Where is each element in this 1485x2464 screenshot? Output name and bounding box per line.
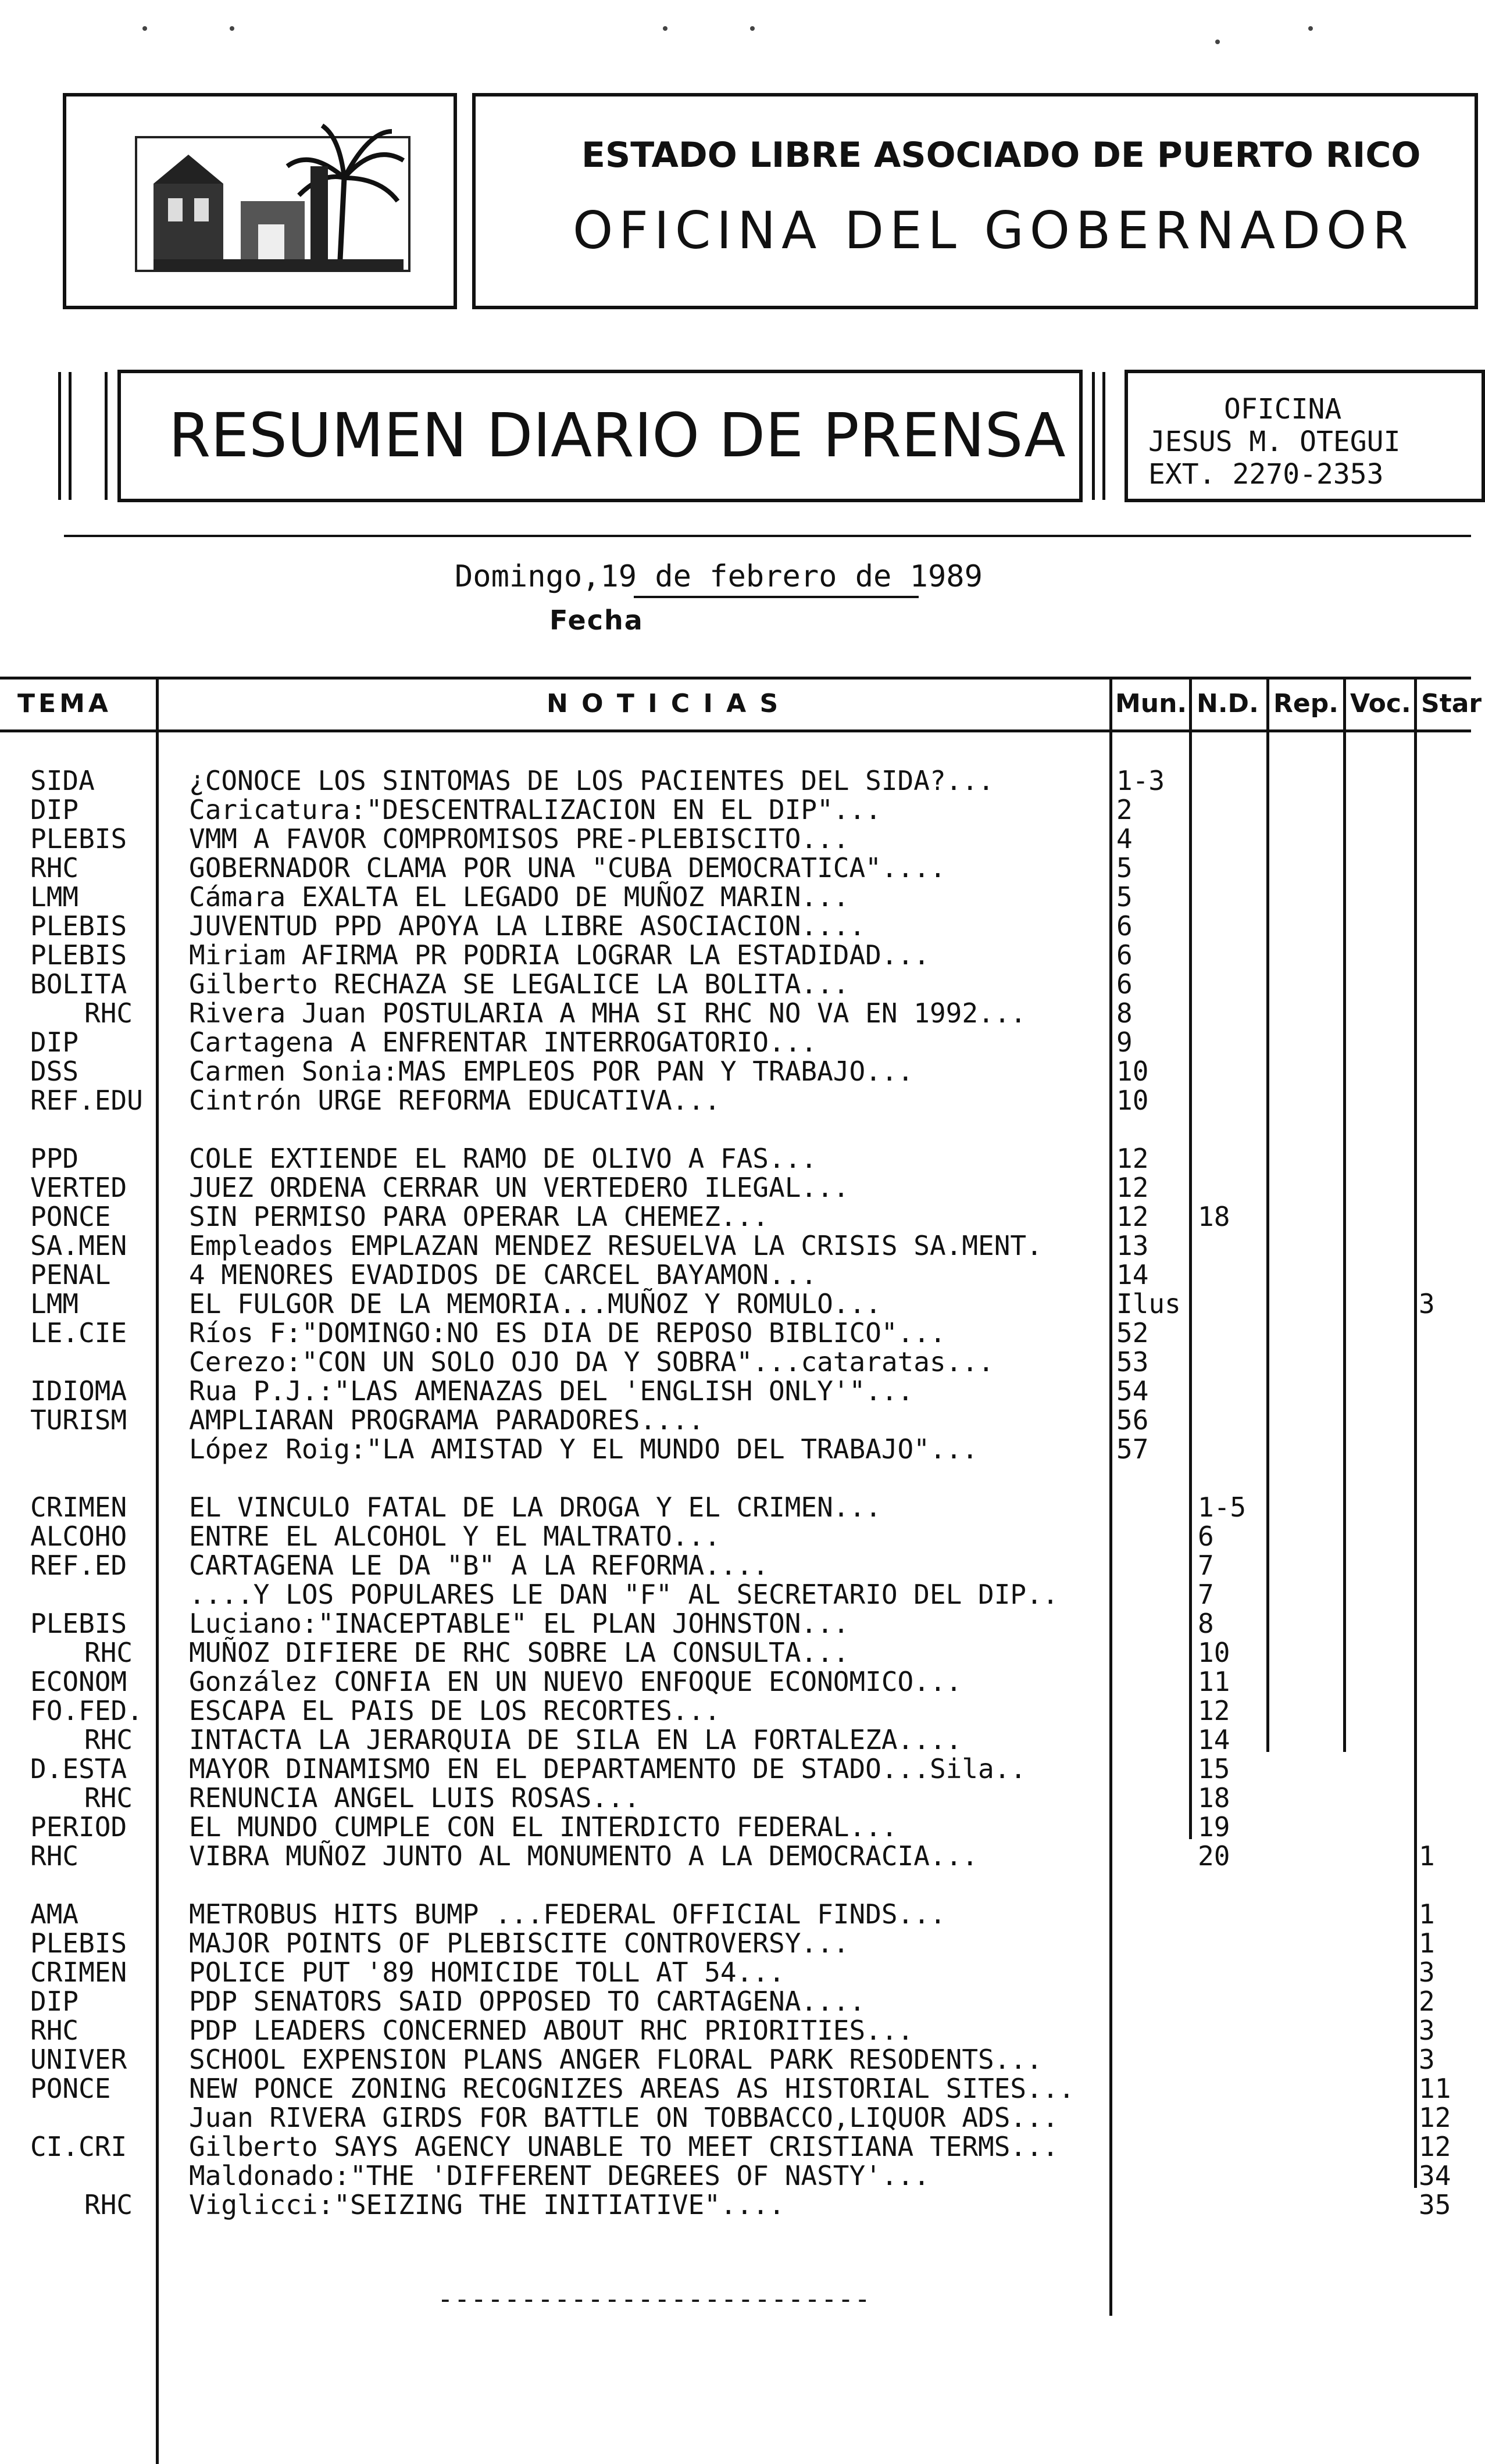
column-star: Star xyxy=(1421,689,1482,718)
table-row xyxy=(0,1289,1471,1318)
row-topic: RHC xyxy=(84,1782,133,1814)
row-topic: TURISM xyxy=(30,1404,127,1436)
row-headline: AMPLIARAN PROGRAMA PARADORES.... xyxy=(189,1404,705,1436)
table-row xyxy=(0,999,1471,1028)
table-row xyxy=(0,1522,1471,1551)
row-headline: Cámara EXALTA EL LEGADO DE MUÑOZ MARIN... xyxy=(189,881,849,913)
table-row xyxy=(0,1202,1471,1231)
row-headline: Rua P.J.:"LAS AMENAZAS DEL 'ENGLISH ONLY'"... xyxy=(189,1375,914,1407)
row-headline: RENUNCIA ANGEL LUIS ROSAS... xyxy=(189,1782,640,1814)
table-row xyxy=(0,1725,1471,1754)
row-headline: SCHOOL EXPENSION PLANS ANGER FLORAL PARK RESODENTS... xyxy=(189,2044,1043,2075)
row-topic: REF.ED xyxy=(30,1550,127,1581)
table-row xyxy=(0,1144,1471,1173)
row-headline: METROBUS HITS BUMP ...FEDERAL OFFICIAL FINDS... xyxy=(189,1898,946,1930)
row-headline: JUVENTUD PPD APOYA LA LIBRE ASOCIACION.... xyxy=(189,910,866,942)
table-row xyxy=(0,1347,1471,1376)
row-headline: ....Y LOS POPULARES LE DAN "F" AL SECRETARIO DEL DIP.. xyxy=(189,1579,1059,1610)
row-headline: EL FULGOR DE LA MEMORIA...MUÑOZ Y ROMULO... xyxy=(189,1288,881,1319)
office-label: OFICINA xyxy=(1224,393,1342,425)
row-topic: PENAL xyxy=(30,1259,111,1290)
row-topic: RHC xyxy=(30,2015,79,2046)
row-headline: EL MUNDO CUMPLE CON EL INTERDICTO FEDERAL... xyxy=(189,1811,898,1843)
row-mun-page: 12 xyxy=(1116,1172,1149,1203)
table-row xyxy=(0,2045,1471,2074)
row-nd-page: 15 xyxy=(1198,1753,1230,1784)
row-star-page: 1 xyxy=(1419,1840,1435,1872)
row-topic: RHC xyxy=(30,852,79,884)
table-row xyxy=(0,1580,1471,1609)
row-nd-page: 7 xyxy=(1198,1550,1214,1581)
row-star-page: 2 xyxy=(1419,1986,1435,2017)
column-mun: Mun. xyxy=(1115,689,1187,718)
row-star-page: 3 xyxy=(1419,2015,1435,2046)
table-row xyxy=(0,2074,1471,2103)
row-mun-page: 52 xyxy=(1116,1317,1149,1349)
row-headline: Cintrón URGE REFORMA EDUCATIVA... xyxy=(189,1085,720,1116)
row-mun-page: 12 xyxy=(1116,1201,1149,1232)
table-row xyxy=(0,1609,1471,1638)
table-row xyxy=(0,1028,1471,1057)
row-topic: CI.CRI xyxy=(30,2131,127,2162)
row-topic: DIP xyxy=(30,1986,79,2017)
row-headline: SIN PERMISO PARA OPERAR LA CHEMEZ... xyxy=(189,1201,769,1232)
table-row xyxy=(0,1057,1471,1086)
row-topic: VERTED xyxy=(30,1172,127,1203)
table-row xyxy=(0,911,1471,940)
row-nd-page: 12 xyxy=(1198,1695,1230,1726)
row-topic: SA.MEN xyxy=(30,1230,127,1261)
row-topic: PERIOD xyxy=(30,1811,127,1843)
table-row xyxy=(0,853,1471,882)
row-star-page: 1 xyxy=(1419,1927,1435,1959)
table-row xyxy=(0,2016,1471,2045)
row-topic: CRIMEN xyxy=(30,1957,127,1988)
row-topic: RHC xyxy=(30,1840,79,1872)
row-mun-page: 12 xyxy=(1116,1143,1149,1174)
row-topic: REF.EDU xyxy=(30,1085,143,1116)
row-mun-page: 14 xyxy=(1116,1259,1149,1290)
row-topic: PLEBIS xyxy=(30,939,127,971)
row-nd-page: 11 xyxy=(1198,1666,1230,1697)
row-headline: Viglicci:"SEIZING THE INITIATIVE".... xyxy=(189,2189,785,2220)
table-row xyxy=(0,1987,1471,2016)
row-nd-page: 19 xyxy=(1198,1811,1230,1843)
row-mun-page: 54 xyxy=(1116,1375,1149,1407)
table-row xyxy=(0,1783,1471,1812)
table-row xyxy=(0,2103,1471,2132)
table-row xyxy=(0,824,1471,853)
row-headline: POLICE PUT '89 HOMICIDE TOLL AT 54... xyxy=(189,1957,785,1988)
row-headline: ¿CONOCE LOS SINTOMAS DE LOS PACIENTES DEL SIDA?... xyxy=(189,765,994,796)
row-mun-page: 4 xyxy=(1116,823,1133,854)
table-row xyxy=(0,2161,1471,2190)
row-headline: González CONFIA EN UN NUEVO ENFOQUE ECONOMICO... xyxy=(189,1666,962,1697)
date-label: Fecha xyxy=(549,605,644,636)
table-row xyxy=(0,1667,1471,1696)
row-topic: LMM xyxy=(30,1288,79,1319)
row-topic: SIDA xyxy=(30,765,95,796)
row-topic: LE.CIE xyxy=(30,1317,127,1349)
row-topic: RHC xyxy=(84,1724,133,1755)
row-headline: Luciano:"INACEPTABLE" EL PLAN JOHNSTON... xyxy=(189,1608,849,1639)
row-headline: Gilberto SAYS AGENCY UNABLE TO MEET CRISTIANA TERMS... xyxy=(189,2131,1059,2162)
column-nd: N.D. xyxy=(1197,689,1259,718)
row-topic: D.ESTA xyxy=(30,1753,127,1784)
row-headline: VIBRA MUÑOZ JUNTO AL MONUMENTO A LA DEMOCRACIA... xyxy=(189,1840,979,1872)
row-mun-page: 5 xyxy=(1116,881,1133,913)
column-rep: Rep. xyxy=(1273,689,1338,718)
row-headline: Miriam AFIRMA PR PODRIA LOGRAR LA ESTADIDAD... xyxy=(189,939,930,971)
report-title: RESUMEN DIARIO DE PRENSA xyxy=(169,400,1066,471)
row-mun-page: 10 xyxy=(1116,1085,1149,1116)
row-nd-page: 7 xyxy=(1198,1579,1214,1610)
table-row xyxy=(0,1696,1471,1725)
row-topic: FO.FED. xyxy=(30,1695,143,1726)
row-headline: COLE EXTIENDE EL RAMO DE OLIVO A FAS... xyxy=(189,1143,818,1174)
row-topic: PLEBIS xyxy=(30,1927,127,1959)
office-name: OFICINA DEL GOBERNADOR xyxy=(573,201,1414,260)
logo-box xyxy=(63,93,457,309)
row-star-page: 3 xyxy=(1419,1288,1435,1319)
row-star-page: 34 xyxy=(1419,2160,1451,2191)
table-row xyxy=(0,1812,1471,1841)
row-topic: LMM xyxy=(30,881,79,913)
row-nd-page: 20 xyxy=(1198,1840,1230,1872)
row-topic: DIP xyxy=(30,1027,79,1058)
table-row xyxy=(0,1493,1471,1522)
row-star-page: 35 xyxy=(1419,2189,1451,2220)
row-headline: Caricatura:"DESCENTRALIZACION EN EL DIP"... xyxy=(189,794,881,825)
row-headline: VMM A FAVOR COMPROMISOS PRE-PLEBISCITO... xyxy=(189,823,849,854)
table-row xyxy=(0,2132,1471,2161)
table-row xyxy=(0,1173,1471,1202)
column-noticias: N O T I C I A S xyxy=(547,689,781,718)
report-date: Domingo,19 de febrero de 1989 xyxy=(455,559,983,594)
row-star-page: 12 xyxy=(1419,2131,1451,2162)
row-headline: Juan RIVERA GIRDS FOR BATTLE ON TOBBACCO,LIQUOR ADS... xyxy=(189,2102,1059,2133)
table-row xyxy=(0,1958,1471,1987)
table-row xyxy=(0,1754,1471,1783)
row-headline: JUEZ ORDENA CERRAR UN VERTEDERO ILEGAL... xyxy=(189,1172,849,1203)
row-topic: ECONOM xyxy=(30,1666,127,1697)
row-topic: PLEBIS xyxy=(30,823,127,854)
row-star-page: 1 xyxy=(1419,1898,1435,1930)
row-topic: DSS xyxy=(30,1056,79,1087)
row-topic: PONCE xyxy=(30,1201,111,1232)
row-headline: ESCAPA EL PAIS DE LOS RECORTES... xyxy=(189,1695,720,1726)
row-star-page: 12 xyxy=(1419,2102,1451,2133)
row-mun-page: 53 xyxy=(1116,1346,1149,1378)
row-topic: PONCE xyxy=(30,2073,111,2104)
row-headline: López Roig:"LA AMISTAD Y EL MUNDO DEL TRABAJO"... xyxy=(189,1433,979,1465)
table-row xyxy=(0,940,1471,970)
row-headline: MAYOR DINAMISMO EN EL DEPARTAMENTO DE STADO...Sila.. xyxy=(189,1753,1027,1784)
row-nd-page: 1-5 xyxy=(1198,1492,1247,1523)
table-row xyxy=(0,1551,1471,1580)
row-headline: Cerezo:"CON UN SOLO OJO DA Y SOBRA"...cataratas... xyxy=(189,1346,994,1378)
row-mun-page: 6 xyxy=(1116,910,1133,942)
table-row xyxy=(0,1406,1471,1435)
row-headline: MUÑOZ DIFIERE DE RHC SOBRE LA CONSULTA... xyxy=(189,1637,849,1668)
row-headline: Rivera Juan POSTULARIA A MHA SI RHC NO VA EN 1992... xyxy=(189,997,1027,1029)
row-nd-page: 10 xyxy=(1198,1637,1230,1668)
table-row xyxy=(0,1841,1471,1871)
row-nd-page: 14 xyxy=(1198,1724,1230,1755)
table-row xyxy=(0,1435,1471,1464)
row-headline: PDP SENATORS SAID OPPOSED TO CARTAGENA.... xyxy=(189,1986,866,2017)
office-person: JESUS M. OTEGUI xyxy=(1148,425,1401,458)
row-mun-page: Ilus xyxy=(1116,1288,1181,1319)
office-extension: EXT. 2270-2353 xyxy=(1148,458,1384,491)
row-topic: RHC xyxy=(84,1637,133,1668)
row-topic: PPD xyxy=(30,1143,79,1174)
row-mun-page: 10 xyxy=(1116,1056,1149,1087)
row-nd-page: 6 xyxy=(1198,1521,1214,1552)
row-mun-page: 5 xyxy=(1116,852,1133,884)
row-headline: Carmen Sonia:MAS EMPLEOS POR PAN Y TRABAJO... xyxy=(189,1056,914,1087)
row-headline: GOBERNADOR CLAMA POR UNA "CUBA DEMOCRATICA".... xyxy=(189,852,946,884)
row-mun-page: 57 xyxy=(1116,1433,1149,1465)
row-topic: RHC xyxy=(84,2189,133,2220)
table-row xyxy=(0,1231,1471,1260)
row-mun-page: 6 xyxy=(1116,968,1133,1000)
row-nd-page: 18 xyxy=(1198,1782,1230,1814)
row-mun-page: 8 xyxy=(1116,997,1133,1029)
table-row xyxy=(0,1260,1471,1289)
table-row xyxy=(0,1376,1471,1406)
row-headline: Gilberto RECHAZA SE LEGALICE LA BOLITA... xyxy=(189,968,849,1000)
row-topic: CRIMEN xyxy=(30,1492,127,1523)
building-seal-icon xyxy=(66,96,456,306)
table-row xyxy=(0,795,1471,824)
row-headline: INTACTA LA JERARQUIA DE SILA EN LA FORTALEZA.... xyxy=(189,1724,962,1755)
row-nd-page: 8 xyxy=(1198,1608,1214,1639)
row-topic: UNIVER xyxy=(30,2044,127,2075)
row-mun-page: 9 xyxy=(1116,1027,1133,1058)
table-row xyxy=(0,1638,1471,1667)
table-row xyxy=(0,1086,1471,1115)
row-mun-page: 6 xyxy=(1116,939,1133,971)
row-topic: PLEBIS xyxy=(30,910,127,942)
agency-name: ESTADO LIBRE ASOCIADO DE PUERTO RICO xyxy=(581,135,1421,176)
row-star-page: 11 xyxy=(1419,2073,1451,2104)
row-headline: CARTAGENA LE DA "B" A LA REFORMA.... xyxy=(189,1550,769,1581)
table-row xyxy=(0,970,1471,999)
row-topic: ALCOHO xyxy=(30,1521,127,1552)
row-topic: DIP xyxy=(30,794,79,825)
row-topic: IDIOMA xyxy=(30,1375,127,1407)
table-row xyxy=(0,1318,1471,1347)
row-headline: PDP LEADERS CONCERNED ABOUT RHC PRIORITIES... xyxy=(189,2015,914,2046)
table-row xyxy=(0,1929,1471,1958)
row-headline: 4 MENORES EVADIDOS DE CARCEL BAYAMON... xyxy=(189,1259,818,1290)
table-row xyxy=(0,766,1471,795)
row-nd-page: 18 xyxy=(1198,1201,1230,1232)
row-headline: EL VINCULO FATAL DE LA DROGA Y EL CRIMEN... xyxy=(189,1492,881,1523)
row-headline: Maldonado:"THE 'DIFFERENT DEGREES OF NASTY'... xyxy=(189,2160,930,2191)
office-contact xyxy=(1148,393,1400,491)
table-row xyxy=(0,2190,1471,2219)
row-headline: Ríos F:"DOMINGO:NO ES DIA DE REPOSO BIBLICO"... xyxy=(189,1317,946,1349)
row-star-page: 3 xyxy=(1419,2044,1435,2075)
row-headline: MAJOR POINTS OF PLEBISCITE CONTROVERSY... xyxy=(189,1927,849,1959)
row-headline: Cartagena A ENFRENTAR INTERROGATORIO... xyxy=(189,1027,818,1058)
row-mun-page: 2 xyxy=(1116,794,1133,825)
row-headline: NEW PONCE ZONING RECOGNIZES AREAS AS HISTORIAL SITES... xyxy=(189,2073,1075,2104)
row-headline: ENTRE EL ALCOHOL Y EL MALTRATO... xyxy=(189,1521,720,1552)
table-row xyxy=(0,1900,1471,1929)
row-topic: BOLITA xyxy=(30,968,127,1000)
row-mun-page: 13 xyxy=(1116,1230,1149,1261)
row-topic: PLEBIS xyxy=(30,1608,127,1639)
row-mun-page: 56 xyxy=(1116,1404,1149,1436)
row-headline: Empleados EMPLAZAN MENDEZ RESUELVA LA CRISIS SA.MENT. xyxy=(189,1230,1043,1261)
row-mun-page: 1-3 xyxy=(1116,765,1165,796)
row-star-page: 3 xyxy=(1419,1957,1435,1988)
column-voc: Voc. xyxy=(1350,689,1411,718)
row-topic: AMA xyxy=(30,1898,79,1930)
table-row xyxy=(0,882,1471,911)
row-topic: RHC xyxy=(84,997,133,1029)
end-divider: -------------------------- xyxy=(437,2283,872,2315)
column-tema: TEMA xyxy=(17,689,112,718)
